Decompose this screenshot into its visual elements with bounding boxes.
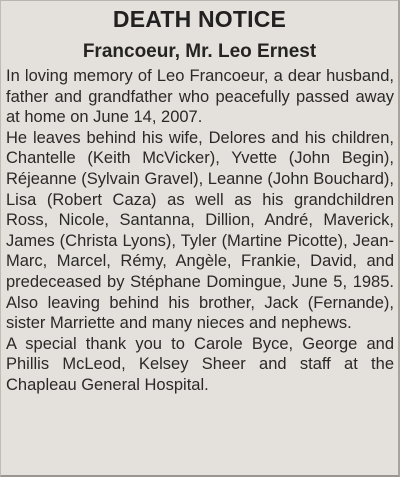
notice-heading: DEATH NOTICE [112,6,287,32]
deceased-name: Francoeur, Mr. Leo Ernest [82,41,317,62]
thanks-paragraph: A special thank you to Carole Byce, George and Phillis McLeod, Kelsey Sheer and staff at the Chapleau General Hospital. [6,334,394,394]
survivors-paragraph: He leaves behind his wife, Delores and his children, Chantelle (Keith McVicker), Yvette (John Begin), Réjeanne (Sylvain Gravel), Leanne (John Bouchard), Lisa (Robert Caza) as well as his grandchildren Ross, Nicole, Santanna, Dillion, André, Maverick, James (Christa Lyons), Tyler (Martine Picotte), Jean-Marc, Marcel, Rémy, Angèle, Frankie, David, and predeceased by Stéphane Domingue, June 5, 1985. Also leaving behind his brother, Jack (Fernande), sister Marriette and many nieces and nephews. [6,128,394,333]
notice-body [6,66,394,396]
memorial-paragraph: In loving memory of Leo Francoeur, a dear husband, father and grandfather who peacefully passed away at home on June 14, 2007. [6,67,394,127]
